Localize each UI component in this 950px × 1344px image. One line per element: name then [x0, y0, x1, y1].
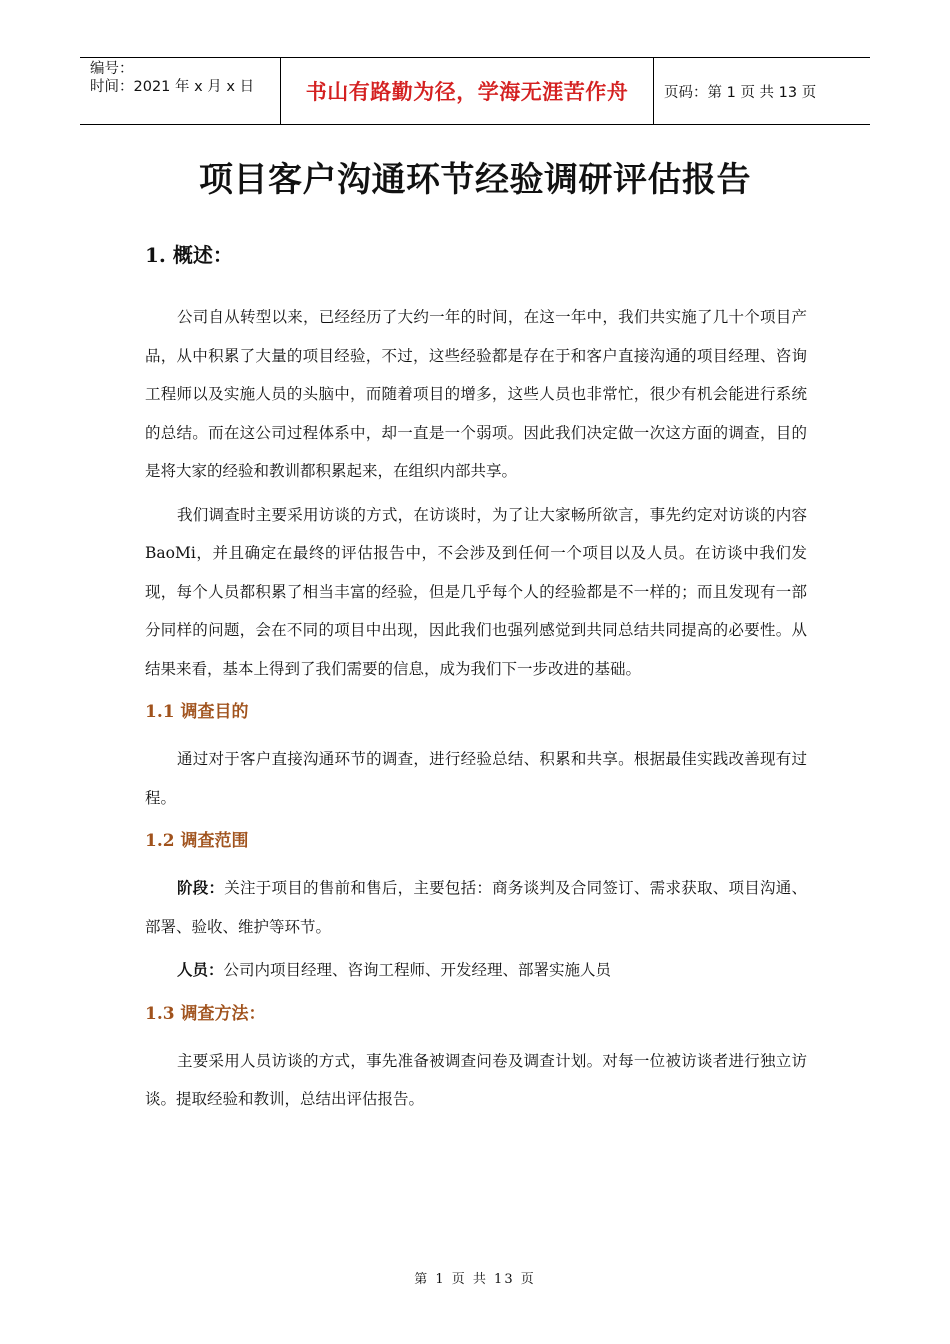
paragraph: 公司自从转型以来，已经经历了大约一年的时间，在这一年中，我们共实施了几十个项目产品，从中积累了大量的项目经验，不过，这些经验都是存在于和客户直接沟通的项目经理、咨询工程师以及实施人员的头脑中，而随着项目的增多，这些人员也非常忙，很少有机会能进行系统的总结。而在这公司过程体系中，却一直是一个弱项。因此我们决定做一次这方面的调查，目的是将大家的经验和教训都积累起来，在组织内部共享。 — [145, 308, 807, 480]
paragraph: 我们调查时主要采用访谈的方式，在访谈时，为了让大家畅所欲言，事先约定对访谈的内容 BaoMi，并且确定在最终的评估报告中，不会涉及到任何一个项目以及人员。在访谈中我们发现，每个人员都积累了相当丰富的经验，但是几乎每个人的经验都是不一样的；而且发现有一部分同样的问题，会在不同的项目中出现，因此我们也强列感觉到共同总结共同提高的必要性。从结果来看，基本上得到了我们需要的信息，成为我们下一步改进的基础。 — [145, 505, 807, 678]
header-page-number: 页码：第 1 页 共 13 页 — [664, 84, 817, 101]
section-heading-overview: 1. 概述： — [145, 243, 233, 267]
document-date: 时间：2021 年 x 月 x 日 — [90, 79, 255, 95]
people-text: 公司内项目经理、咨询工程师、开发经理、部署实施人员 — [223, 961, 612, 979]
paragraph: 主要采用人员访谈的方式，事先准备被调查问卷及调查计划。对每一位被访谈者进行独立访谈。提取经验和教训，总结出评估报告。 — [145, 1051, 807, 1108]
header-motto: 书山有路勤为径，学海无涯苦作舟 — [280, 58, 654, 124]
document-number-label: 编号： — [90, 61, 134, 77]
document-title: 项目客户沟通环节经验调研评估报告 — [199, 160, 751, 200]
page-footer: 第 1 页 共 13 页 — [414, 1272, 536, 1287]
header-meta — [80, 58, 280, 124]
document-body — [145, 240, 807, 1124]
section-heading-method: 1.3 调查方法： — [145, 1003, 266, 1024]
stage-text: 关注于项目的售前和售后，主要包括：商务谈判及合同签订、需求获取、项目沟通、部署、验收、维护等环节。 — [145, 879, 807, 936]
paragraph: 通过对于客户直接沟通环节的调查，进行经验总结、积累和共享。根据最佳实践改善现有过程。 — [145, 750, 807, 807]
scope-people-paragraph — [145, 951, 807, 990]
scope-stage-paragraph — [145, 869, 807, 946]
section-heading-scope: 1.2 调查范围 — [145, 831, 249, 851]
section-heading-purpose: 1.1 调查目的 — [145, 702, 249, 722]
document-header — [80, 57, 870, 125]
people-label: 人员： — [177, 960, 224, 979]
stage-label: 阶段： — [177, 878, 225, 897]
